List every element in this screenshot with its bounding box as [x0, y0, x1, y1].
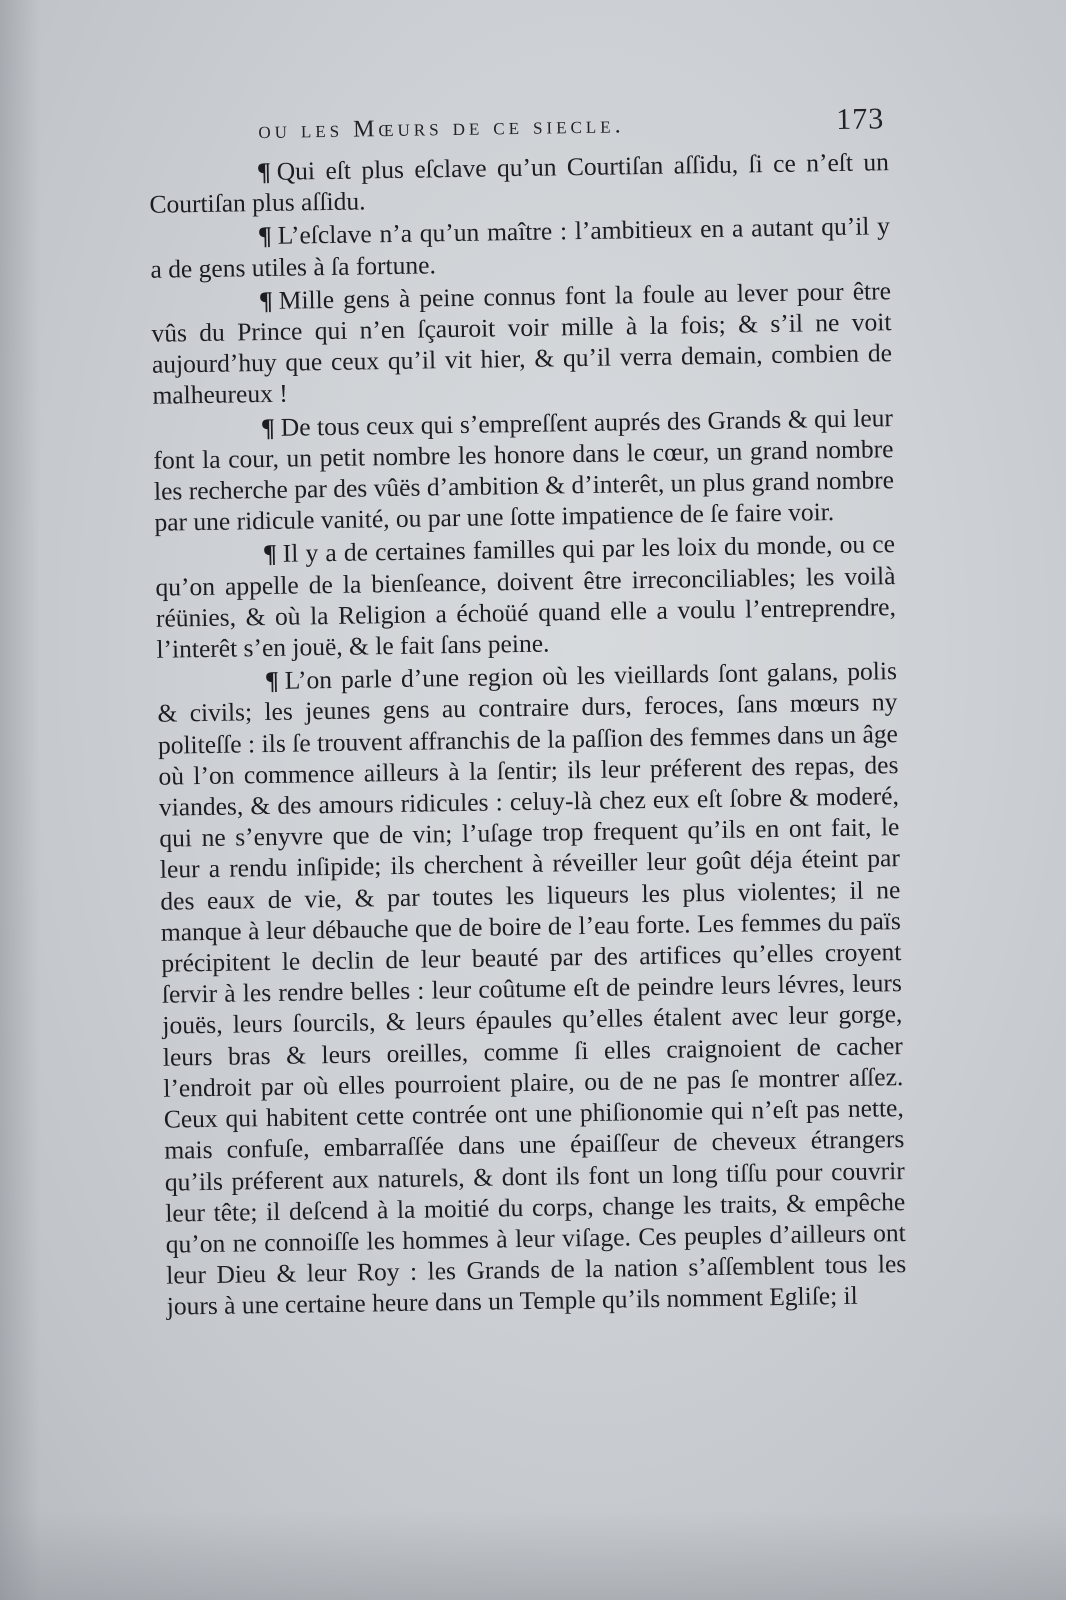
paragraph-mark: ¶ [257, 221, 272, 251]
paragraph [153, 402, 895, 538]
paragraph-mark: ¶ [264, 666, 279, 696]
paragraph-text: De tous ceux qui s’empreſſent auprés des Grands & qui leur font la cour, un petit nombre les honore dans le cœur, un grand nombre les recherche par des vûës d’ambition & d’interêt, un plus grand nombre par une ridicule vanité, ou par une ſotte impatience de ſe faire voir. [153, 402, 895, 537]
paragraph-text: Il y a de certaines familles qui par les loix du monde, ou ce qu’on appelle de la bienſeance, doivent être irreconciliables; les voilà réünies, & où la Religion a échoüé quand elle a voulu l’entreprendre, l’interêt s’en jouë, & le fait ſans peine. [155, 529, 897, 664]
running-head-title: ou les Mœurs de ce siecle. [258, 112, 625, 145]
running-head [258, 102, 888, 146]
paragraph-mark: ¶ [258, 285, 273, 315]
paragraph-mark: ¶ [256, 156, 271, 187]
bottom-shadow [0, 1510, 1066, 1600]
paragraph [150, 211, 891, 285]
page-number: 173 [835, 102, 885, 137]
paragraph [157, 655, 907, 1322]
paragraph-text: L’on parle d’une region où les vieillards ſont galans, polis & civils; les jeunes gens au contraire durs, feroces, ſans mœurs ny politeſſe : ils ſe trouvent affranchis de la paſſion des femmes dans un âge où l’on commence ailleurs à la ſentir; ils leur préferent des repas, des viandes, & des amours ridicules : celuy-là chez eux eſt ſobre & moderé, qui ne s’enyvre que de vin; l’uſage trop frequent qu’ils en ont fait, le leur a rendu inſipide; ils cherchent à réveiller leur goût déja éteint par des eaux de vie, & par toutes les liqueurs les plus violentes; il ne manque à leur débauche que de boire de l’eau forte. Les femmes du païs précipitent le declin de leur beauté par des artifices qu’elles croyent ſervir à les rendre belles : leur coûtume eſt de peindre leurs lévres, leurs jouës, leurs ſourcils, & leurs épaules qu’elles étalent avec leur gorge, leurs bras & leurs oreilles, comme ſi elles craignoient de cacher l’endroit par où elles pourroient plaire, ou de ne pas ſe montrer aſſez. Ceux qui habitent cette contrée ont une phiſionomie qui n’eſt pas nette, mais confuſe, embarraſſée dans une épaiſſeur de cheveux étrangers qu’ils préferent aux naturels, & dont ils font un long tiſſu pour couvrir leur tête; il deſcend à la moitié du corps, change les traits, & empêche qu’on ne connoiſſe les hommes à leur viſage. Ces peuples d’ailleurs ont leur Dieu & leur Roy : les Grands de la nation s’aſſemblent tous les jours à une certaine heure dans un Temple qu’ils nomment Egliſe; il [157, 656, 907, 1321]
paragraph [149, 146, 890, 220]
paragraph-mark: ¶ [262, 539, 277, 569]
paragraph-text: L’eſclave n’a qu’un maître : l’ambitieux en a autant qu’il y a de gens utiles à ſa fortune. [150, 211, 891, 284]
paragraph [155, 529, 897, 665]
paragraph-text: Mille gens à peine connus font la foule au lever pour être vûs du Prince qui n’en ſçauroit voir mille à la fois; & s’il ne voit aujourd’huy que ceux qu’il vit hier, & qu’il verra demain, combien de malheureux ! [151, 275, 893, 411]
gutter-shadow [0, 0, 40, 1600]
text-block [148, 102, 907, 1324]
paragraph-text: Qui eſt plus eſclave qu’un Courtiſan aſſidu, ſi ce n’eſt un Courtiſan plus aſſidu. [149, 147, 890, 220]
paragraph-mark: ¶ [260, 412, 275, 442]
paragraph [151, 275, 893, 411]
